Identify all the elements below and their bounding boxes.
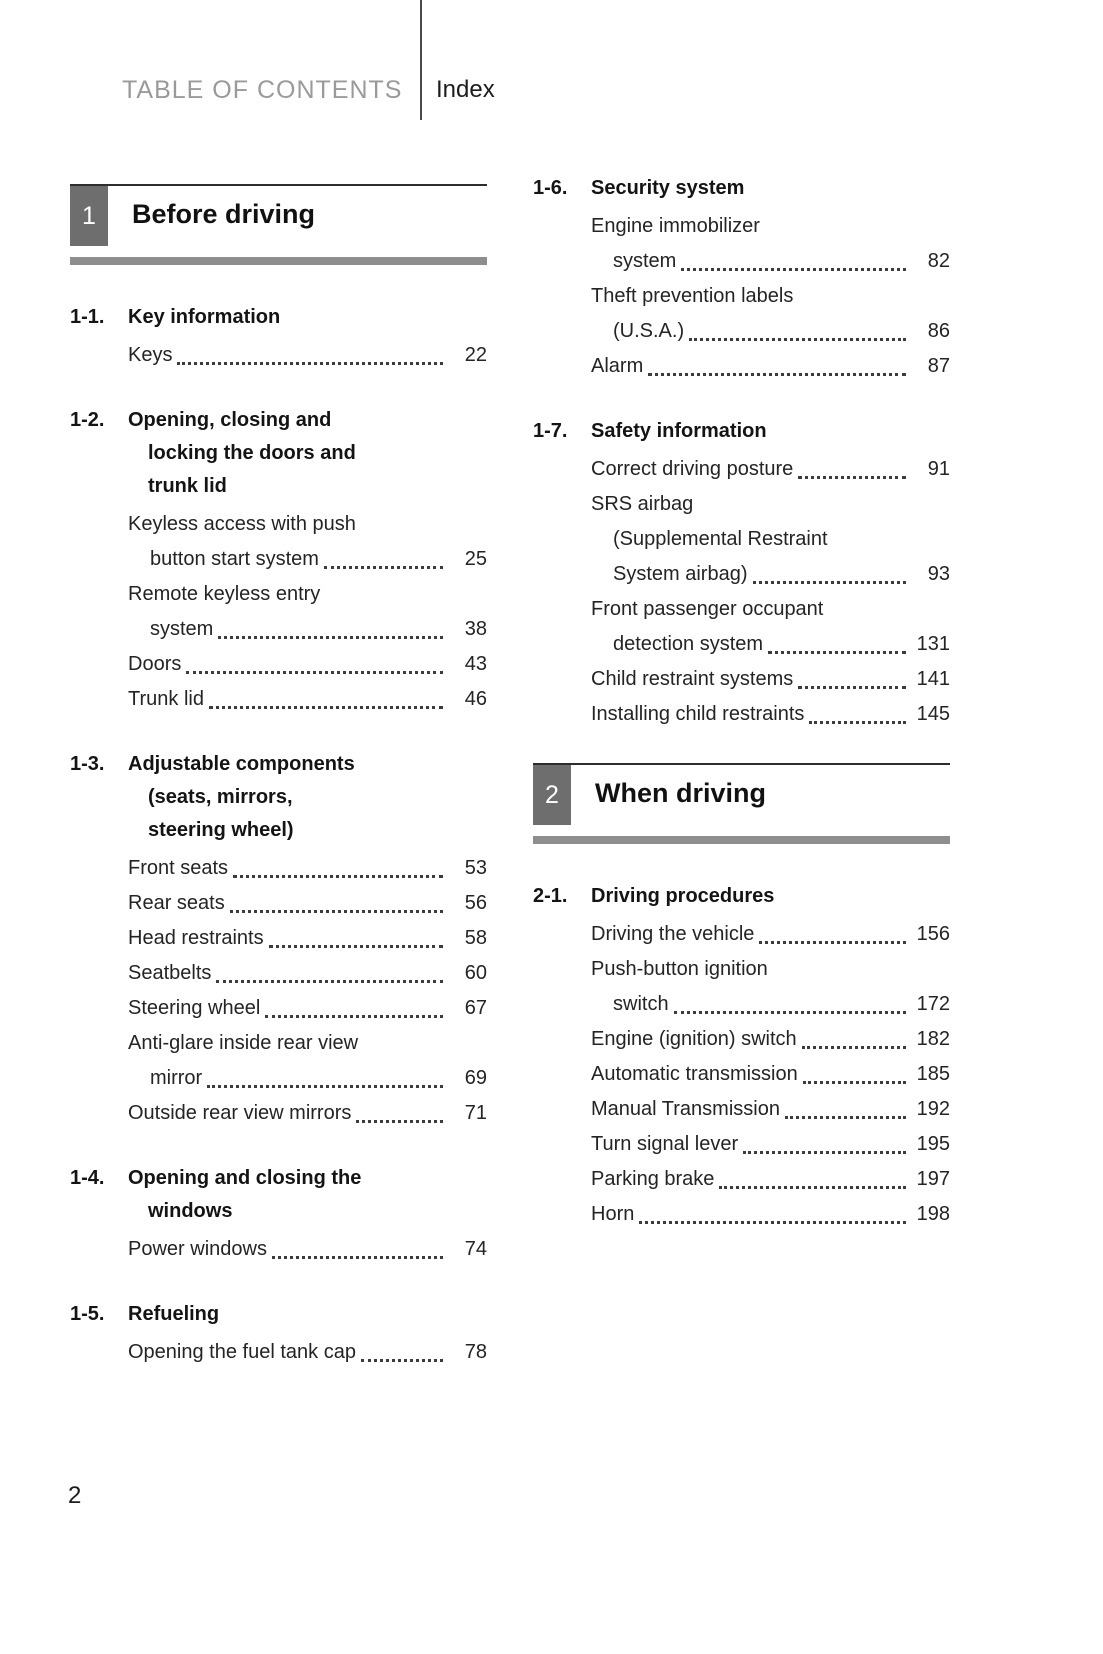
entry-line [128,851,487,886]
dotted-leader [207,1085,443,1088]
entry-page-number: 43 [464,653,487,675]
toc-entry [128,886,487,921]
entry-page-number: 141 [916,668,950,690]
toc-entry [128,851,487,886]
group-entries [591,452,950,732]
entry-text: Manual Transmission [591,1098,780,1120]
entry-text: Trunk lid [128,688,204,710]
entry-text: switch [613,993,669,1015]
entry-page-number: 182 [916,1028,950,1050]
group-heading [533,415,950,448]
toc-entry [128,338,487,373]
toc-entry [128,991,487,1026]
entry-line [591,1197,950,1232]
group-title-line: Driving procedures [591,885,775,907]
entry-page-number: 86 [927,320,950,342]
entry-text: (U.S.A.) [613,320,685,342]
toc-group [70,404,487,717]
entry-text: Seatbelts [128,962,212,984]
entry-page-number: 71 [464,1102,487,1124]
toc-entry [128,1096,487,1131]
toc-entry [591,1197,950,1232]
entry-text: Head restraints [128,927,264,949]
entry-page-number: 60 [464,962,487,984]
entry-text: Engine immobilizer [591,215,760,237]
entry-page-number: 69 [464,1067,487,1089]
dotted-leader [209,706,443,709]
entry-line [591,1127,950,1162]
entry-line [128,956,487,991]
entry-page-number: 56 [464,892,487,914]
entry-text: system [613,250,677,272]
toc-entry [591,1162,950,1197]
entry-page-number: 185 [916,1063,950,1085]
dotted-leader [798,476,906,479]
entry-page-number: 156 [916,923,950,945]
group-title-line: Adjustable components [128,753,355,775]
entry-text: detection system [613,633,764,655]
dotted-leader [768,651,906,654]
entry-line [128,886,487,921]
dotted-leader [218,636,443,639]
toc-group [70,748,487,1131]
entry-page-number: 53 [464,857,487,879]
group-number: 1-1. [70,306,105,328]
group-title-line: Safety information [591,420,767,442]
toc-entry [591,592,950,662]
entry-page-number: 93 [927,563,950,585]
dotted-leader [177,362,443,365]
group-title [128,1298,487,1331]
group-number: 1-7. [533,420,568,442]
entry-text: Front seats [128,857,229,879]
entry-line [591,1162,950,1197]
toc-entry [591,697,950,732]
entry-line [128,1026,487,1061]
dotted-leader [324,566,443,569]
entry-line [591,987,950,1022]
entry-line [591,279,950,314]
section-title: When driving [595,778,766,808]
group-heading [70,1162,487,1228]
dotted-leader [802,1046,906,1049]
entry-page-number: 78 [464,1341,487,1363]
entry-page-number: 25 [464,548,487,570]
entry-line [128,1061,487,1096]
group-title-line: (seats, mirrors, [148,786,293,808]
group-entries [591,917,950,1232]
toc-group [70,1162,487,1267]
dotted-leader [674,1011,906,1014]
toc-group [70,1298,487,1370]
group-entries [591,209,950,384]
dotted-leader [272,1256,443,1259]
entry-line [128,991,487,1026]
group-title-line: windows [148,1200,233,1222]
group-title [128,301,487,334]
dotted-leader [809,721,906,724]
entry-text: system [150,618,214,640]
toc-entry [591,1092,950,1127]
group-entries [128,507,487,717]
dotted-leader [269,945,443,948]
entry-text: (Supplemental Restraint [613,528,828,550]
group-number: 1-2. [70,409,105,431]
group-number: 1-3. [70,753,105,775]
entry-line [591,952,950,987]
toc-column [70,172,487,1401]
entry-text: Opening the fuel tank cap [128,1341,356,1363]
section-header [70,184,487,265]
entry-text: Turn signal lever [591,1133,739,1155]
toc-entry [128,577,487,647]
group-number: 2-1. [533,885,568,907]
section-header-top [533,763,950,825]
entry-page-number: 145 [916,703,950,725]
entry-text: Anti-glare inside rear view [128,1032,359,1054]
entry-page-number: 87 [927,355,950,377]
toc-group [533,880,950,1232]
entry-page-number: 46 [464,688,487,710]
toc-entry [591,1022,950,1057]
section-divider-bar [533,836,950,844]
toc-entry [591,209,950,279]
group-title-line: Security system [591,177,745,199]
group-heading [70,1298,487,1331]
entry-text: System airbag) [613,563,748,585]
dotted-leader [233,875,443,878]
entry-page-number: 91 [927,458,950,480]
toc-entry [128,1232,487,1267]
entry-line [591,522,950,557]
toc-column [533,172,950,1401]
footer-page-number: 2 [68,1482,82,1509]
toc-entry [128,956,487,991]
entry-text: Correct driving posture [591,458,794,480]
toc-entry [128,647,487,682]
entry-text: Push-button ignition [591,958,768,980]
entry-page-number: 131 [916,633,950,655]
group-heading [533,880,950,913]
entry-line [591,697,950,732]
group-title [591,415,950,448]
header-vertical-divider [420,0,422,120]
entry-text: Power windows [128,1238,267,1260]
entry-line [128,682,487,717]
section-title: Before driving [132,199,316,229]
dotted-leader [689,338,906,341]
group-number: 1-6. [533,177,568,199]
entry-text: Outside rear view mirrors [128,1102,352,1124]
entry-line [591,209,950,244]
toc-group [533,415,950,732]
table-of-contents-label: TABLE OF CONTENTS [122,76,403,104]
dotted-leader [265,1015,443,1018]
dotted-leader [719,1186,906,1189]
entry-page-number: 198 [916,1203,950,1225]
group-entries [128,1232,487,1267]
entry-text: Remote keyless entry [128,583,321,605]
toc-entry [128,1335,487,1370]
dotted-leader [230,910,443,913]
group-entries [128,851,487,1131]
entry-line [591,349,950,384]
group-entries [128,338,487,373]
entry-text: Engine (ignition) switch [591,1028,797,1050]
entry-page-number: 82 [927,250,950,272]
page-header [0,0,1103,140]
group-heading [70,301,487,334]
group-number: 1-4. [70,1167,105,1189]
group-title [591,880,950,913]
entry-line [591,662,950,697]
dotted-leader [785,1116,906,1119]
group-number: 1-5. [70,1303,105,1325]
toc-entry [591,1057,950,1092]
dotted-leader [648,373,906,376]
entry-text: Front passenger occupant [591,598,824,620]
group-title-line: Opening, closing and [128,409,332,431]
dotted-leader [356,1120,443,1123]
entry-text: mirror [150,1067,203,1089]
group-title-line: Opening and closing the [128,1167,362,1189]
toc-entry [591,917,950,952]
entry-text: Theft prevention labels [591,285,794,307]
entry-text: Doors [128,653,182,675]
entry-line [128,1335,487,1370]
dotted-leader [681,268,906,271]
dotted-leader [216,980,443,983]
dotted-leader [743,1151,906,1154]
entry-line [591,1057,950,1092]
toc-columns [70,172,1034,1401]
group-heading [70,404,487,503]
entry-text: Automatic transmission [591,1063,798,1085]
entry-page-number: 172 [916,993,950,1015]
entry-line [128,647,487,682]
entry-line [128,612,487,647]
entry-text: Keyless access with push [128,513,356,535]
entry-page-number: 38 [464,618,487,640]
toc-entry [591,662,950,697]
dotted-leader [753,581,907,584]
toc-entry [591,952,950,1022]
toc-entry [591,349,950,384]
entry-line [128,1096,487,1131]
entry-text: Steering wheel [128,997,261,1019]
entry-line [128,338,487,373]
group-title [128,748,487,847]
group-title-line: steering wheel) [148,819,294,841]
group-title [591,172,950,205]
section-header-top [70,184,487,246]
group-title-line: Key information [128,306,281,328]
section-number-box: 2 [533,765,571,825]
dotted-leader [186,671,443,674]
entry-line [591,1022,950,1057]
entry-line [128,507,487,542]
toc-group [70,301,487,373]
entry-page-number: 67 [464,997,487,1019]
entry-line [591,917,950,952]
entry-line [128,921,487,956]
entry-line [591,244,950,279]
section-number-box: 1 [70,186,108,246]
dotted-leader [361,1359,443,1362]
dotted-leader [759,941,906,944]
dotted-leader [639,1221,906,1224]
entry-line [128,1232,487,1267]
entry-page-number: 58 [464,927,487,949]
entry-text: SRS airbag [591,493,694,515]
entry-page-number: 197 [916,1168,950,1190]
entry-text: Parking brake [591,1168,715,1190]
entry-text: Installing child restraints [591,703,805,725]
entry-line [591,452,950,487]
entry-text: Keys [128,344,173,366]
dotted-leader [798,686,906,689]
dotted-leader [803,1081,906,1084]
entry-text: button start system [150,548,319,570]
entry-page-number: 192 [916,1098,950,1120]
toc-group [533,172,950,384]
entry-line [591,1092,950,1127]
entry-page-number: 195 [916,1133,950,1155]
entry-line [591,314,950,349]
entry-line [591,627,950,662]
toc-entry [591,1127,950,1162]
entry-text: Horn [591,1203,635,1225]
entry-line [591,487,950,522]
group-heading [533,172,950,205]
toc-entry [591,487,950,592]
group-title-line: trunk lid [148,475,227,497]
group-title [128,1162,487,1228]
toc-entry [128,921,487,956]
entry-line [591,557,950,592]
section-divider-bar [70,257,487,265]
group-title-line: locking the doors and [148,442,356,464]
entry-line [128,542,487,577]
toc-entry [128,507,487,577]
entry-text: Alarm [591,355,644,377]
toc-entry [128,1026,487,1096]
entry-page-number: 74 [464,1238,487,1260]
index-label: Index [436,76,495,103]
entry-text: Driving the vehicle [591,923,755,945]
entry-line [591,592,950,627]
entry-text: Child restraint systems [591,668,794,690]
toc-entry [128,682,487,717]
group-entries [128,1335,487,1370]
entry-text: Rear seats [128,892,225,914]
toc-entry [591,452,950,487]
section-header [533,763,950,844]
entry-page-number: 22 [464,344,487,366]
entry-line [128,577,487,612]
group-title-line: Refueling [128,1303,220,1325]
toc-entry [591,279,950,349]
group-heading [70,748,487,847]
group-title [128,404,487,503]
